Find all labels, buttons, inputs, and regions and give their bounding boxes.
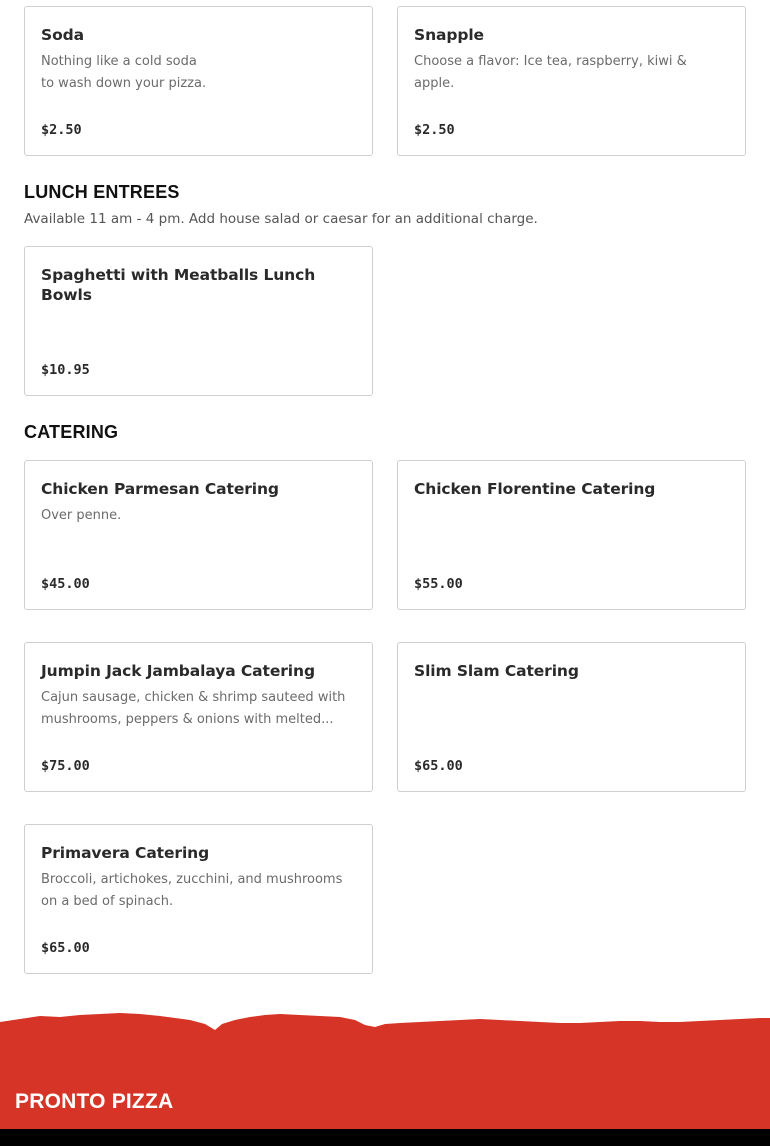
menu-item-name: Chicken Florentine Catering (414, 480, 656, 498)
menu-item-price: $65.00 (414, 758, 463, 774)
section-subtitle-lunch: Available 11 am - 4 pm. Add house salad or caesar for an additional charge. (24, 211, 538, 227)
bottom-bar (0, 1129, 770, 1146)
menu-item-price: $75.00 (41, 758, 90, 774)
drinks-grid (24, 6, 746, 156)
menu-item-name: Snapple (414, 26, 484, 44)
menu-item-card[interactable] (24, 246, 373, 396)
menu-item-name: Primavera Catering (41, 844, 210, 862)
menu-item-card[interactable] (24, 6, 373, 156)
section-title-catering: CATERING (24, 422, 119, 442)
menu-item-card[interactable] (397, 642, 746, 792)
menu-item-price: $55.00 (414, 576, 463, 592)
menu-item-description: Nothing like a cold soda to wash down your pizza. (41, 54, 207, 91)
menu-item-name: Slim Slam Catering (414, 662, 579, 680)
menu-item-name: Spaghetti with Meatballs Lunch Bowls (41, 266, 316, 304)
menu-item-price: $45.00 (41, 576, 90, 592)
menu-item-card[interactable] (24, 824, 373, 974)
menu-item-card[interactable] (24, 642, 373, 792)
menu-item-description: Choose a flavor: Ice tea, raspberry, kiwi & apple. (414, 54, 687, 91)
site-footer (0, 1010, 770, 1130)
menu-item-name: Soda (41, 26, 84, 44)
menu-item-name: Chicken Parmesan Catering (41, 480, 279, 498)
menu-item-card[interactable] (24, 460, 373, 610)
menu-item-description: Over penne. (41, 508, 122, 523)
menu-item-price: $2.50 (41, 122, 82, 138)
menu-item-price: $65.00 (41, 940, 90, 956)
menu-item-card[interactable] (397, 6, 746, 156)
catering-grid-row-1 (24, 460, 746, 610)
menu-item-description: Cajun sausage, chicken & shrimp sauteed with mushrooms, peppers & onions with melted... (41, 690, 346, 727)
menu-item-price: $2.50 (414, 122, 455, 138)
menu-item-card[interactable] (397, 460, 746, 610)
catering-grid-row-3 (24, 824, 746, 974)
lunch-grid (24, 246, 746, 396)
menu-item-description: Broccoli, artichokes, zucchini, and mushrooms on a bed of spinach. (41, 872, 343, 909)
catering-grid-row-2 (24, 642, 746, 792)
footer-brand-link[interactable]: PRONTO PIZZA (15, 1090, 174, 1113)
menu-item-price: $10.95 (41, 362, 90, 378)
menu-item-name: Jumpin Jack Jambalaya Catering (41, 662, 315, 680)
section-title-lunch: LUNCH ENTREES (24, 182, 180, 202)
